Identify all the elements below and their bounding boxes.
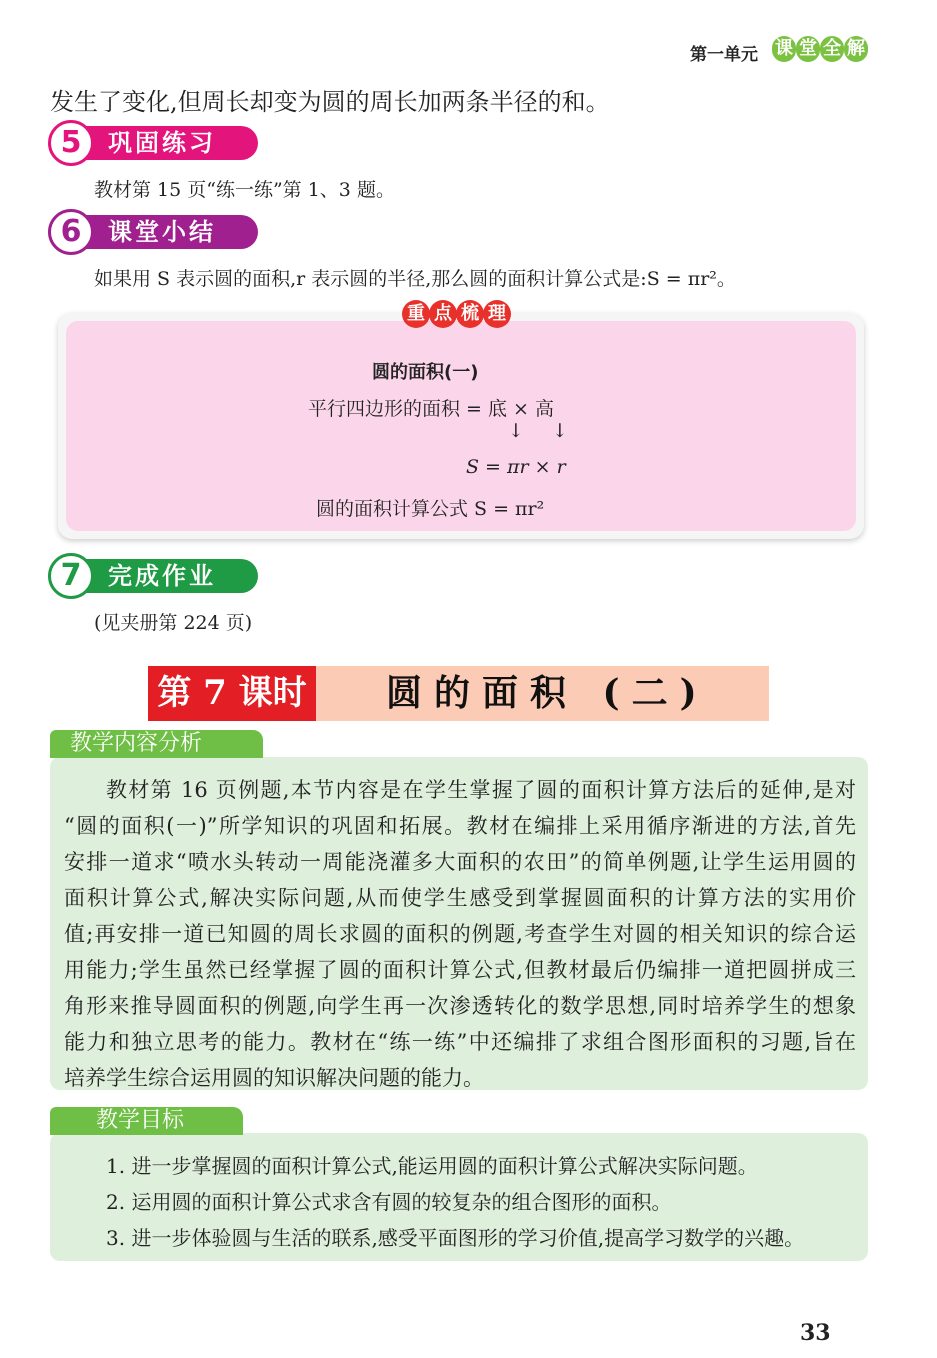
analysis-line: 教材第 16 页例题,本节内容是在学生掌握了圆的面积计算方法后的延伸,是对 (106, 778, 856, 802)
lesson-title: 圆的面积 (二) (316, 666, 769, 721)
badge-char: 重 (402, 300, 430, 328)
goal-item: 2. 运用圆的面积计算公式求含有圆的较复杂的组合图形的面积。 (106, 1190, 672, 1214)
section-5-heading (48, 122, 258, 164)
section-7-heading (48, 555, 258, 597)
section-6-heading (48, 211, 258, 253)
badge-char: 梳 (456, 300, 484, 328)
analysis-line: 用能力;学生虽然已经掌握了圆的面积计算公式,但教材最后仍编排一道把圆拼成三 (64, 958, 856, 982)
section-number: 6 (48, 209, 94, 255)
page-number: 33 (800, 1320, 831, 1346)
section-5-text: 教材第 15 页“练一练”第 1、3 题。 (94, 179, 395, 201)
formula-line-2: S = πr × r (466, 456, 566, 478)
intro-line: 发生了变化,但周长却变为圆的周长加两条半径的和。 (50, 88, 610, 116)
section-number: 5 (48, 120, 94, 166)
badge-char: 点 (429, 300, 457, 328)
goal-item: 1. 进一步掌握圆的面积计算公式,能运用圆的面积计算公式解决实际问题。 (106, 1154, 758, 1178)
section-7-text: (见夹册第 224 页) (94, 612, 253, 634)
arrow-down-icon: ↓ (552, 420, 568, 442)
badge-char: 全 (820, 36, 844, 62)
section-title: 课堂小结 (86, 215, 258, 249)
lesson-label: 第 7 课时 (148, 666, 316, 721)
arrow-down-icon: ↓ (508, 420, 524, 442)
badge-char: 理 (483, 300, 511, 328)
goals-tab: 教学目标 (50, 1107, 243, 1135)
formula-line-3: 圆的面积计算公式 S = πr² (316, 498, 545, 520)
analysis-tab: 教学内容分析 (50, 730, 263, 758)
analysis-line: “圆的面积(一)”所学知识的巩固和拓展。教材在编排上采用循序渐进的方法,首先 (64, 814, 856, 838)
analysis-line: 能力和独立思考的能力。教材在“练一练”中还编排了求组合图形面积的习题,旨在 (64, 1030, 856, 1054)
badge-char: 解 (844, 36, 868, 62)
section-number: 7 (48, 553, 94, 599)
key-points-title: 圆的面积(一) (372, 362, 479, 383)
section-title: 巩固练习 (86, 126, 258, 160)
badge-char: 课 (772, 36, 796, 62)
goal-item: 3. 进一步体验圆与生活的联系,感受平面图形的学习价值,提高学习数学的兴趣。 (106, 1226, 805, 1250)
analysis-line: 安排一道求“喷水头转动一周能浇灌多大面积的农田”的简单例题,让学生运用圆的 (64, 850, 856, 874)
analysis-line: 培养学生综合运用圆的知识解决问题的能力。 (64, 1066, 484, 1090)
analysis-line: 角形来推导圆面积的例题,向学生再一次渗透转化的数学思想,同时培养学生的想象 (64, 994, 856, 1018)
section-badge (772, 36, 868, 62)
formula-line-1: 平行四边形的面积 = 底 × 高 (308, 398, 554, 420)
unit-label: 第一单元 (690, 45, 758, 65)
section-6-text: 如果用 S 表示圆的面积,r 表示圆的半径,那么圆的面积计算公式是:S = πr²。 (94, 268, 736, 290)
badge-char: 堂 (796, 36, 820, 62)
section-title: 完成作业 (86, 559, 258, 593)
key-points-badge (402, 300, 510, 328)
analysis-line: 面积计算公式,解决实际问题,从而使学生感受到掌握圆面积的计算方法的实用价 (64, 886, 856, 910)
analysis-line: 值;再安排一道已知圆的周长求圆的面积的例题,考查学生对圆的相关知识的综合运 (64, 922, 856, 946)
